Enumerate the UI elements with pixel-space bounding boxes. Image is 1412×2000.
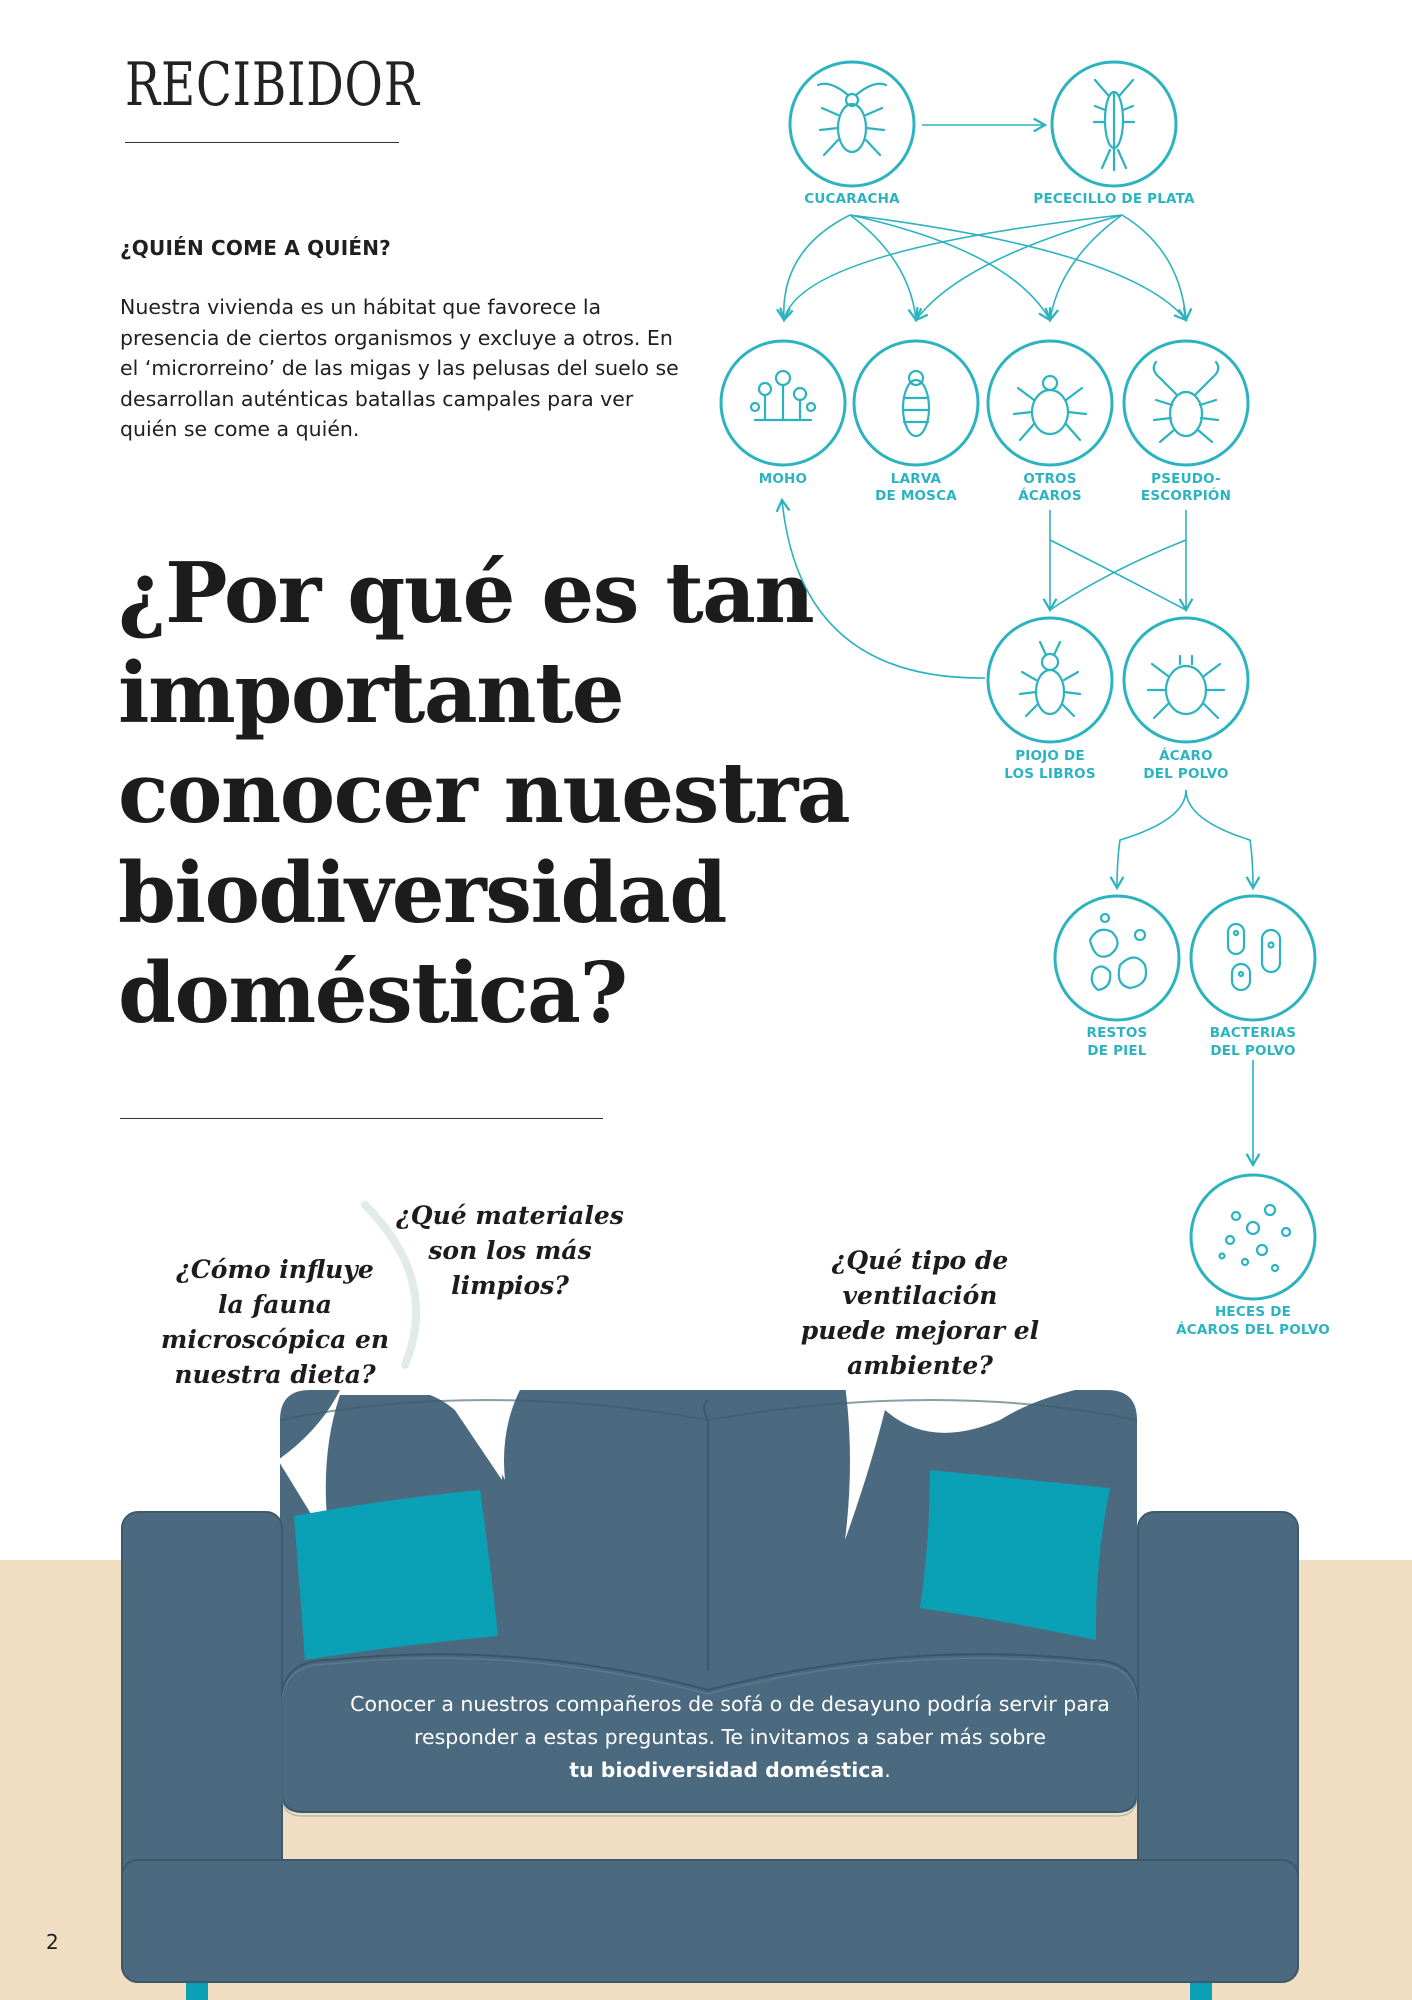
- call-to-action: [300, 1688, 1160, 1787]
- cushion-left: [294, 1490, 498, 1660]
- label-piojo-2: LOS LIBROS: [1004, 766, 1096, 782]
- label-pececillo: PECECILLO DE PLATA: [1033, 191, 1195, 207]
- node-cucaracha: [790, 62, 914, 186]
- label-heces-1: HECES DE: [1214, 1304, 1292, 1320]
- label-pseudo-2: ESCORPIÓN: [1140, 488, 1232, 504]
- headline-question: ¿Por qué es tan importante conocer nuestra biodiversidad doméstica?: [118, 544, 850, 1042]
- cta-text: Conocer a nuestros compañeros de sofá o de desayuno podría servir para responder a estas preguntas. Te invitamos a saber más sobre: [350, 1692, 1110, 1749]
- label-acaro-polvo-2: DEL POLVO: [1143, 766, 1229, 782]
- node-otros-acaros: [988, 341, 1112, 465]
- label-bacterias-2: DEL POLVO: [1210, 1043, 1296, 1059]
- node-piojo: [988, 618, 1112, 742]
- node-bacterias: [1191, 896, 1315, 1020]
- cta-highlight: tu biodiversidad doméstica: [569, 1758, 885, 1782]
- label-cucaracha: CUCARACHA: [804, 191, 900, 207]
- label-piel-2: DE PIEL: [1087, 1043, 1147, 1059]
- section-title: RECIBIDOR: [125, 50, 420, 120]
- question-dieta: ¿Cómo influye la fauna microscópica en nuestra dieta?: [160, 1255, 390, 1389]
- label-larva-1: LARVA: [890, 471, 942, 487]
- label-piel-1: RESTOS: [1086, 1025, 1148, 1041]
- label-acaro-polvo-1: ÁCARO: [1159, 748, 1213, 764]
- intro-kicker: ¿QUIÉN COME A QUIÉN?: [120, 236, 391, 260]
- label-acaros-1: OTROS: [1023, 471, 1077, 487]
- food-web-diagram: [721, 62, 1330, 1338]
- node-heces: [1191, 1175, 1315, 1299]
- label-bacterias-1: BACTERIAS: [1209, 1025, 1297, 1041]
- question-materiales: ¿Qué materiales son los más limpios?: [396, 1201, 624, 1300]
- page-number: 2: [46, 1930, 59, 1954]
- node-larva: [854, 341, 978, 465]
- label-piojo-1: PIOJO DE: [1015, 748, 1085, 764]
- node-restos-piel: [1055, 896, 1179, 1020]
- label-larva-2: DE MOSCA: [875, 488, 957, 504]
- intro-paragraph: Nuestra vivienda es un hábitat que favorece la presencia de ciertos organismos y excluye a otros. En el ‘microrreino’ de las migas y las pelusas del suelo se desarrollan auténticas batallas campales para ver quién se come a quién.: [120, 295, 679, 441]
- label-heces-2: ÁCAROS DEL POLVO: [1176, 1322, 1330, 1338]
- node-acaro-polvo: [1124, 618, 1248, 742]
- label-moho: MOHO: [758, 471, 808, 487]
- cta-end: .: [884, 1758, 891, 1782]
- node-pseudoescorpion: [1124, 341, 1248, 465]
- label-pseudo-1: PSEUDO-: [1151, 471, 1221, 487]
- question-ventilacion: ¿Qué tipo de ventilación puede mejorar el ambiente?: [800, 1246, 1040, 1380]
- label-acaros-2: ÁCAROS: [1018, 488, 1082, 504]
